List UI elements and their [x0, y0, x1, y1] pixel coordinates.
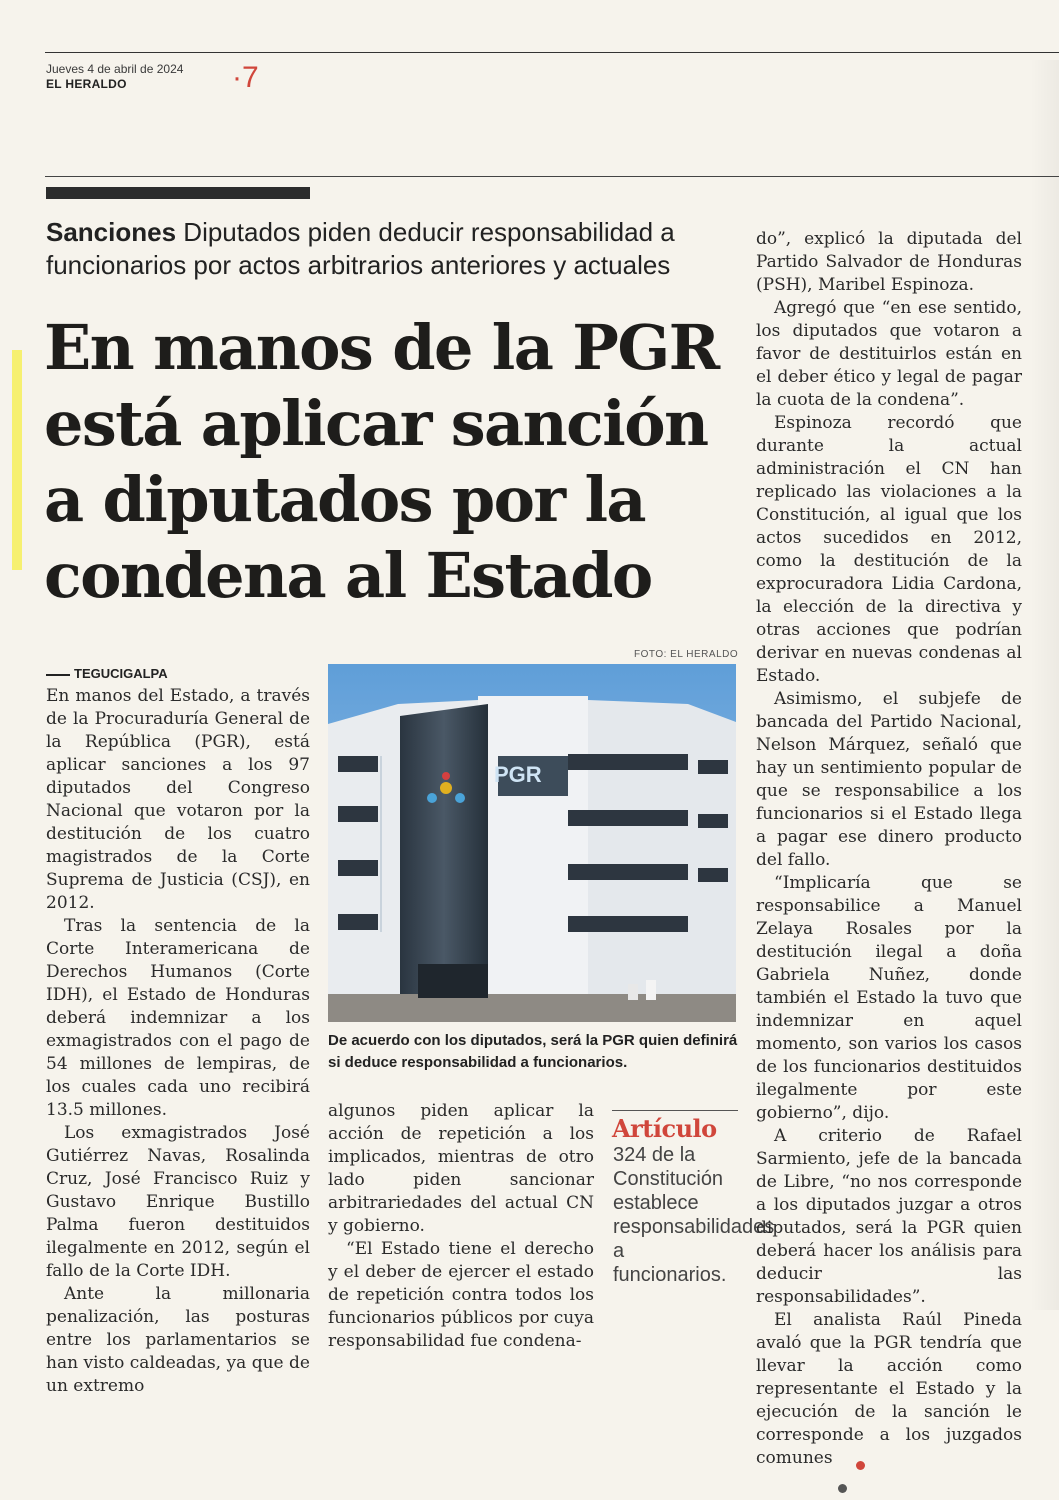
paragraph: “El Estado tiene el derecho y el deber de ejercer el estado de repetición contra todos los funcionarios públicos por cuya responsabilidad fue condena-: [328, 1239, 594, 1351]
paragraph: Asimismo, el subjefe de bancada del Partido Nacional, Nelson Márquez, señaló que hay un sentimiento popular de que se responsabilice a los funcionarios si el Estado llega a pagar ese dinero producto del fallo.: [756, 689, 1022, 870]
paragraph: algunos piden aplicar la acción de repetición a los implicados, mientras de otro lado piden sancionar arbitrariedades del actual CN y gobierno.: [328, 1101, 594, 1236]
paragraph: Agregó que “en ese sentido, los diputados que votaron a favor de destituirlos están en el deber ético y legal de pagar la cuota de la condena”.: [756, 298, 1022, 410]
paragraph-last-text: El analista Raúl Pineda avaló que la PGR tendría que llevar la acción como representante el Estado y la ejecución de la sanción le corresponde a los juzgados comunes: [756, 1310, 1022, 1468]
issue-date: Jueves 4 de abril de 2024: [46, 62, 184, 76]
headline-line-4: condena al Estado: [44, 539, 652, 612]
section-bar: [46, 187, 310, 199]
sidebar-rule: [612, 1110, 738, 1111]
highlighter-mark: [12, 350, 22, 570]
paragraph: Los exmagistrados José Gutiérrez Navas, Rosalinda Cruz, José Francisco Ruiz y Gustavo Enrique Bustillo Palma fueron destituidos ilegalmente en 2012, según el fallo de la Corte IDH.: [46, 1123, 310, 1281]
section-rule: [45, 176, 1059, 177]
kicker-text: Diputados piden deducir responsabilidad a funcionarios por actos arbitrarios anteriores y actuales: [46, 217, 675, 280]
sidebar-text: 324 de la Constitución establece responsabilidades a funcionarios.: [613, 1144, 775, 1286]
pgr-building-photo: [328, 664, 736, 1022]
paragraph: A criterio de Rafael Sarmiento, jefe de la bancada de Libre, “no nos corresponde a los diputados juzgar a otros diputados, será la PGR quien deberá hacer los análisis para deducir las responsabilidades”.: [756, 1126, 1022, 1307]
paragraph-last: [756, 1309, 1022, 1470]
headline-line-1: En manos de la PGR: [44, 311, 719, 384]
newspaper-name: EL HERALDO: [46, 77, 127, 91]
headline-line-3: a diputados por la: [44, 463, 645, 536]
kicker: [46, 216, 741, 282]
paragraph: Espinoza recordó que durante la actual administración el CN han replicado las violaciones a la Constitución, al igual que los actos sucedidos en 2012, como la destitución de la exprocuradora Lidia Cardona, la elección de la directiva y otras acciones que podrían derivar en nuevas condenas al Estado.: [756, 413, 1022, 686]
sidebar-title: Artículo: [612, 1114, 717, 1143]
article-column-2: [328, 1100, 594, 1353]
dateline: TEGUCIGALPA: [46, 666, 168, 681]
paragraph: do”, explicó la diputada del Partido Salvador de Honduras (PSH), Maribel Espinoza.: [756, 229, 1022, 295]
article-column-3: [756, 228, 1022, 1470]
end-mark-icon: [838, 1454, 860, 1464]
headline: [44, 310, 744, 614]
kicker-section: Sanciones: [46, 217, 177, 247]
headline-line-2: está aplicar sanción: [44, 387, 708, 460]
photo-credit: FOTO: EL HERALDO: [634, 649, 739, 660]
paragraph: Ante la millonaria penalización, las posturas entre los parlamentarios se han visto caldeadas, ya que de un extremo: [46, 1284, 310, 1396]
building-illustration: [328, 664, 736, 1022]
photo-caption: De acuerdo con los diputados, será la PGR quien definirá si deduce responsabilidad a funcionarios.: [328, 1032, 738, 1071]
pgr-sign: PGR: [494, 762, 542, 787]
article-column-1: [46, 685, 310, 1398]
paragraph: En manos del Estado, a través de la Procuraduría General de la República (PGR), está aplicar sanciones a los 97 diputados del Congreso Nacional que votaron por la destitución de los cuatro magistrados de la Corte Suprema de Justicia (CSJ), en 2012.: [46, 686, 310, 913]
top-rule: [45, 52, 1059, 53]
adjacent-page-bleed: [1030, 60, 1059, 1310]
paragraph: Tras la sentencia de la Corte Interamericana de Derechos Humanos (Corte IDH), el Estado de Honduras deberá indemnizar a los exmagistrados con el pago de 54 millones de lempiras, de los cuales cada uno recibirá 13.5 millones.: [46, 916, 310, 1120]
paragraph: “Implicaría que se responsabilice a Manuel Zelaya Rosales por la destitución ilegal a doña Gabriela Nuñez, donde también el Estado la tuvo que indemnizar en aquel momento, son varios los casos de los funcionarios destituidos ilegalmente por este gobierno”, dijo.: [756, 873, 1022, 1123]
page-number: ·7: [232, 61, 259, 94]
